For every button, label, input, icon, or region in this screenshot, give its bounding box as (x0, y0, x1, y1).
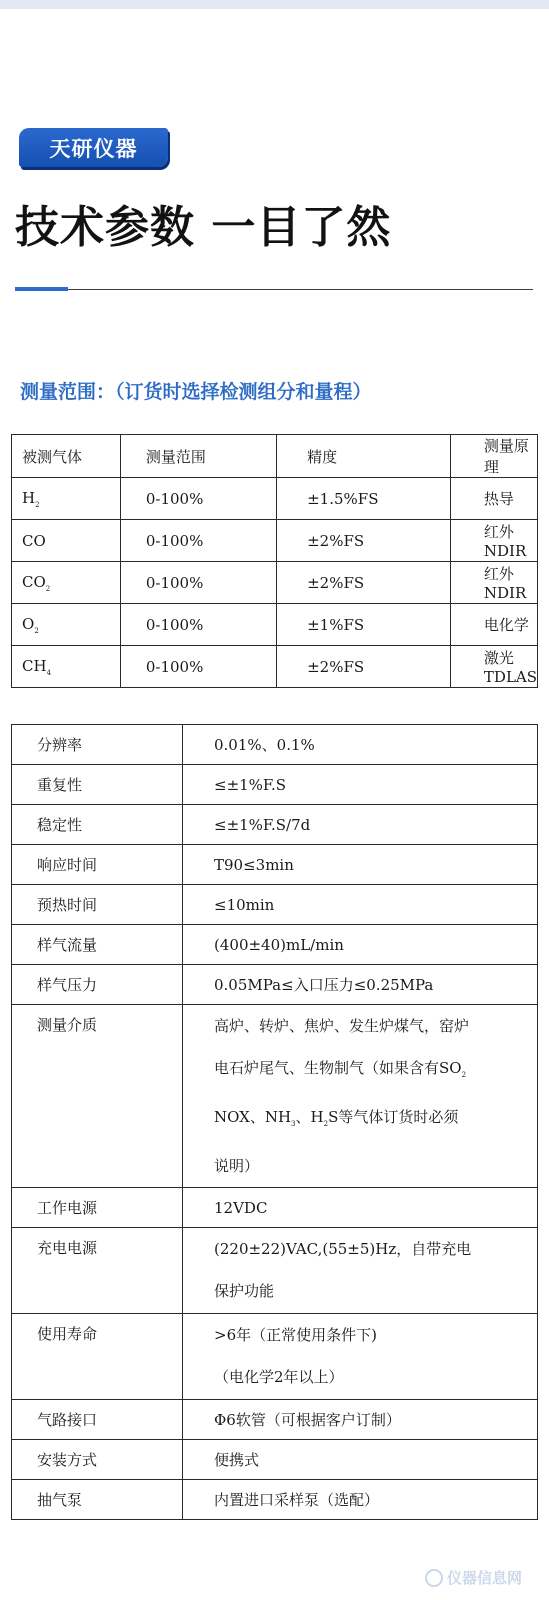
table-row (12, 646, 538, 688)
range-cell: 0-100% (120, 646, 276, 688)
medium-line-4: 说明） (214, 1157, 260, 1175)
gas-cell (12, 478, 121, 520)
principle-cell: 电化学 (450, 604, 537, 646)
medium-line-3-a: NOX、NH (214, 1108, 292, 1126)
principle-cell: 激光TDLAS (450, 646, 537, 688)
header-gas: 被测气体 (12, 435, 121, 478)
gas-cell (12, 646, 121, 688)
range-cell: 0-100% (120, 478, 276, 520)
title-divider (15, 289, 533, 290)
spec-row-repeatability (12, 765, 538, 805)
spec-label: 样气流量 (12, 925, 183, 965)
accuracy-cell: ±2%FS (277, 562, 451, 604)
accuracy-cell: ±1%FS (277, 604, 451, 646)
charging-line-2: 保护功能 (214, 1282, 275, 1300)
spec-value: Φ6软管（可根据客户订制） (183, 1400, 538, 1440)
range-cell: 0-100% (120, 520, 276, 562)
spec-value (183, 1005, 538, 1188)
spec-row-gas-port (12, 1400, 538, 1440)
watermark-logo-icon (425, 1569, 443, 1587)
gas-name: O (22, 614, 35, 633)
spec-label: 稳定性 (12, 805, 183, 845)
brand-badge: 天研仪器 (19, 128, 168, 167)
spec-label: 气路接口 (12, 1400, 183, 1440)
spec-table (11, 724, 538, 1520)
gas-subscript: 2 (45, 584, 51, 593)
spec-value: ≤±1%F.S (183, 765, 538, 805)
spec-label: 工作电源 (12, 1188, 183, 1228)
spec-label: 测量介质 (12, 1005, 183, 1188)
accuracy-cell: ±2%FS (277, 646, 451, 688)
spec-row-sample-pressure (12, 965, 538, 1005)
spec-row-install (12, 1440, 538, 1480)
gas-name: H (22, 488, 36, 507)
accuracy-cell: ±2%FS (277, 520, 451, 562)
medium-line-3 (214, 1096, 529, 1145)
top-strip (0, 0, 549, 9)
spec-value: 内置进口采样泵（选配） (183, 1480, 538, 1520)
gas-subscript: 2 (34, 626, 39, 635)
spec-label: 充电电源 (12, 1228, 183, 1314)
charging-line-1: (220±22)VAC,(55±5)Hz，自带充电 (214, 1240, 472, 1258)
spec-value: 0.05MPa≤入口压力≤0.25MPa (183, 965, 538, 1005)
spec-label: 重复性 (12, 765, 183, 805)
range-cell: 0-100% (120, 562, 276, 604)
spec-row-power (12, 1188, 538, 1228)
spec-label: 预热时间 (12, 885, 183, 925)
spec-value: (400±40)mL/min (183, 925, 538, 965)
principle-cell: 红外NDIR (450, 520, 537, 562)
section-heading: 测量范围：（订货时选择检测组分和量程） (20, 381, 372, 403)
spec-row-stability (12, 805, 538, 845)
gas-cell (12, 520, 121, 562)
gas-range-table (11, 434, 538, 688)
medium-line-3-c: S等气体订货时必须 (328, 1108, 459, 1126)
spec-value: 0.01%、0.1% (183, 725, 538, 765)
spec-label: 安装方式 (12, 1440, 183, 1480)
table-row (12, 604, 538, 646)
header-principle: 测量原理 (450, 435, 537, 478)
spec-row-lifetime (12, 1314, 538, 1400)
principle-cell: 热导 (450, 478, 537, 520)
principle-cell: 红外NDIR (450, 562, 537, 604)
nh3-subscript: 3 (291, 1120, 296, 1128)
spec-row-warmup-time (12, 885, 538, 925)
spec-value: ≤10min (183, 885, 538, 925)
gas-name: CO (22, 531, 46, 550)
lifetime-line-2: （电化学2年以上） (214, 1368, 344, 1386)
spec-value: 12VDC (183, 1188, 538, 1228)
spec-label: 响应时间 (12, 845, 183, 885)
spec-row-pump (12, 1480, 538, 1520)
gas-cell (12, 604, 121, 646)
medium-line-3-b: 、H (295, 1108, 324, 1126)
medium-line-2 (214, 1047, 529, 1096)
spec-value: T90≤3min (183, 845, 538, 885)
medium-line-2-text: 电石炉尾气、生物制气（如果含有SO (214, 1059, 462, 1077)
table-header-row (12, 435, 538, 478)
spec-value (183, 1228, 538, 1314)
so2-subscript: 2 (461, 1071, 467, 1079)
spec-value: 便携式 (183, 1440, 538, 1480)
range-cell: 0-100% (120, 604, 276, 646)
spec-row-medium (12, 1005, 538, 1188)
gas-subscript: 4 (46, 668, 52, 677)
header-range: 测量范围 (120, 435, 276, 478)
table-row (12, 562, 538, 604)
watermark (425, 1567, 522, 1588)
spec-label: 分辨率 (12, 725, 183, 765)
gas-name: CH (22, 656, 47, 675)
gas-cell (12, 562, 121, 604)
h2s-subscript: 2 (323, 1120, 329, 1128)
spec-row-charging (12, 1228, 538, 1314)
spec-value (183, 1314, 538, 1400)
title-accent-bar (15, 287, 68, 291)
spec-row-response-time (12, 845, 538, 885)
gas-subscript: 2 (35, 500, 40, 509)
watermark-text: 仪器信息网 (447, 1569, 523, 1587)
header-accuracy: 精度 (277, 435, 451, 478)
spec-label: 使用寿命 (12, 1314, 183, 1400)
spec-label: 样气压力 (12, 965, 183, 1005)
page-title: 技术参数 一目了然 (15, 202, 392, 253)
gas-name: CO (22, 572, 46, 591)
medium-line-1: 高炉、转炉、焦炉、发生炉煤气，窑炉 (214, 1017, 470, 1035)
spec-row-resolution (12, 725, 538, 765)
spec-label: 抽气泵 (12, 1480, 183, 1520)
table-row (12, 478, 538, 520)
spec-value: ≤±1%F.S/7d (183, 805, 538, 845)
spec-row-sample-flow (12, 925, 538, 965)
accuracy-cell: ±1.5%FS (277, 478, 451, 520)
lifetime-line-1: >6年（正常使用条件下) (214, 1326, 377, 1344)
table-row (12, 520, 538, 562)
